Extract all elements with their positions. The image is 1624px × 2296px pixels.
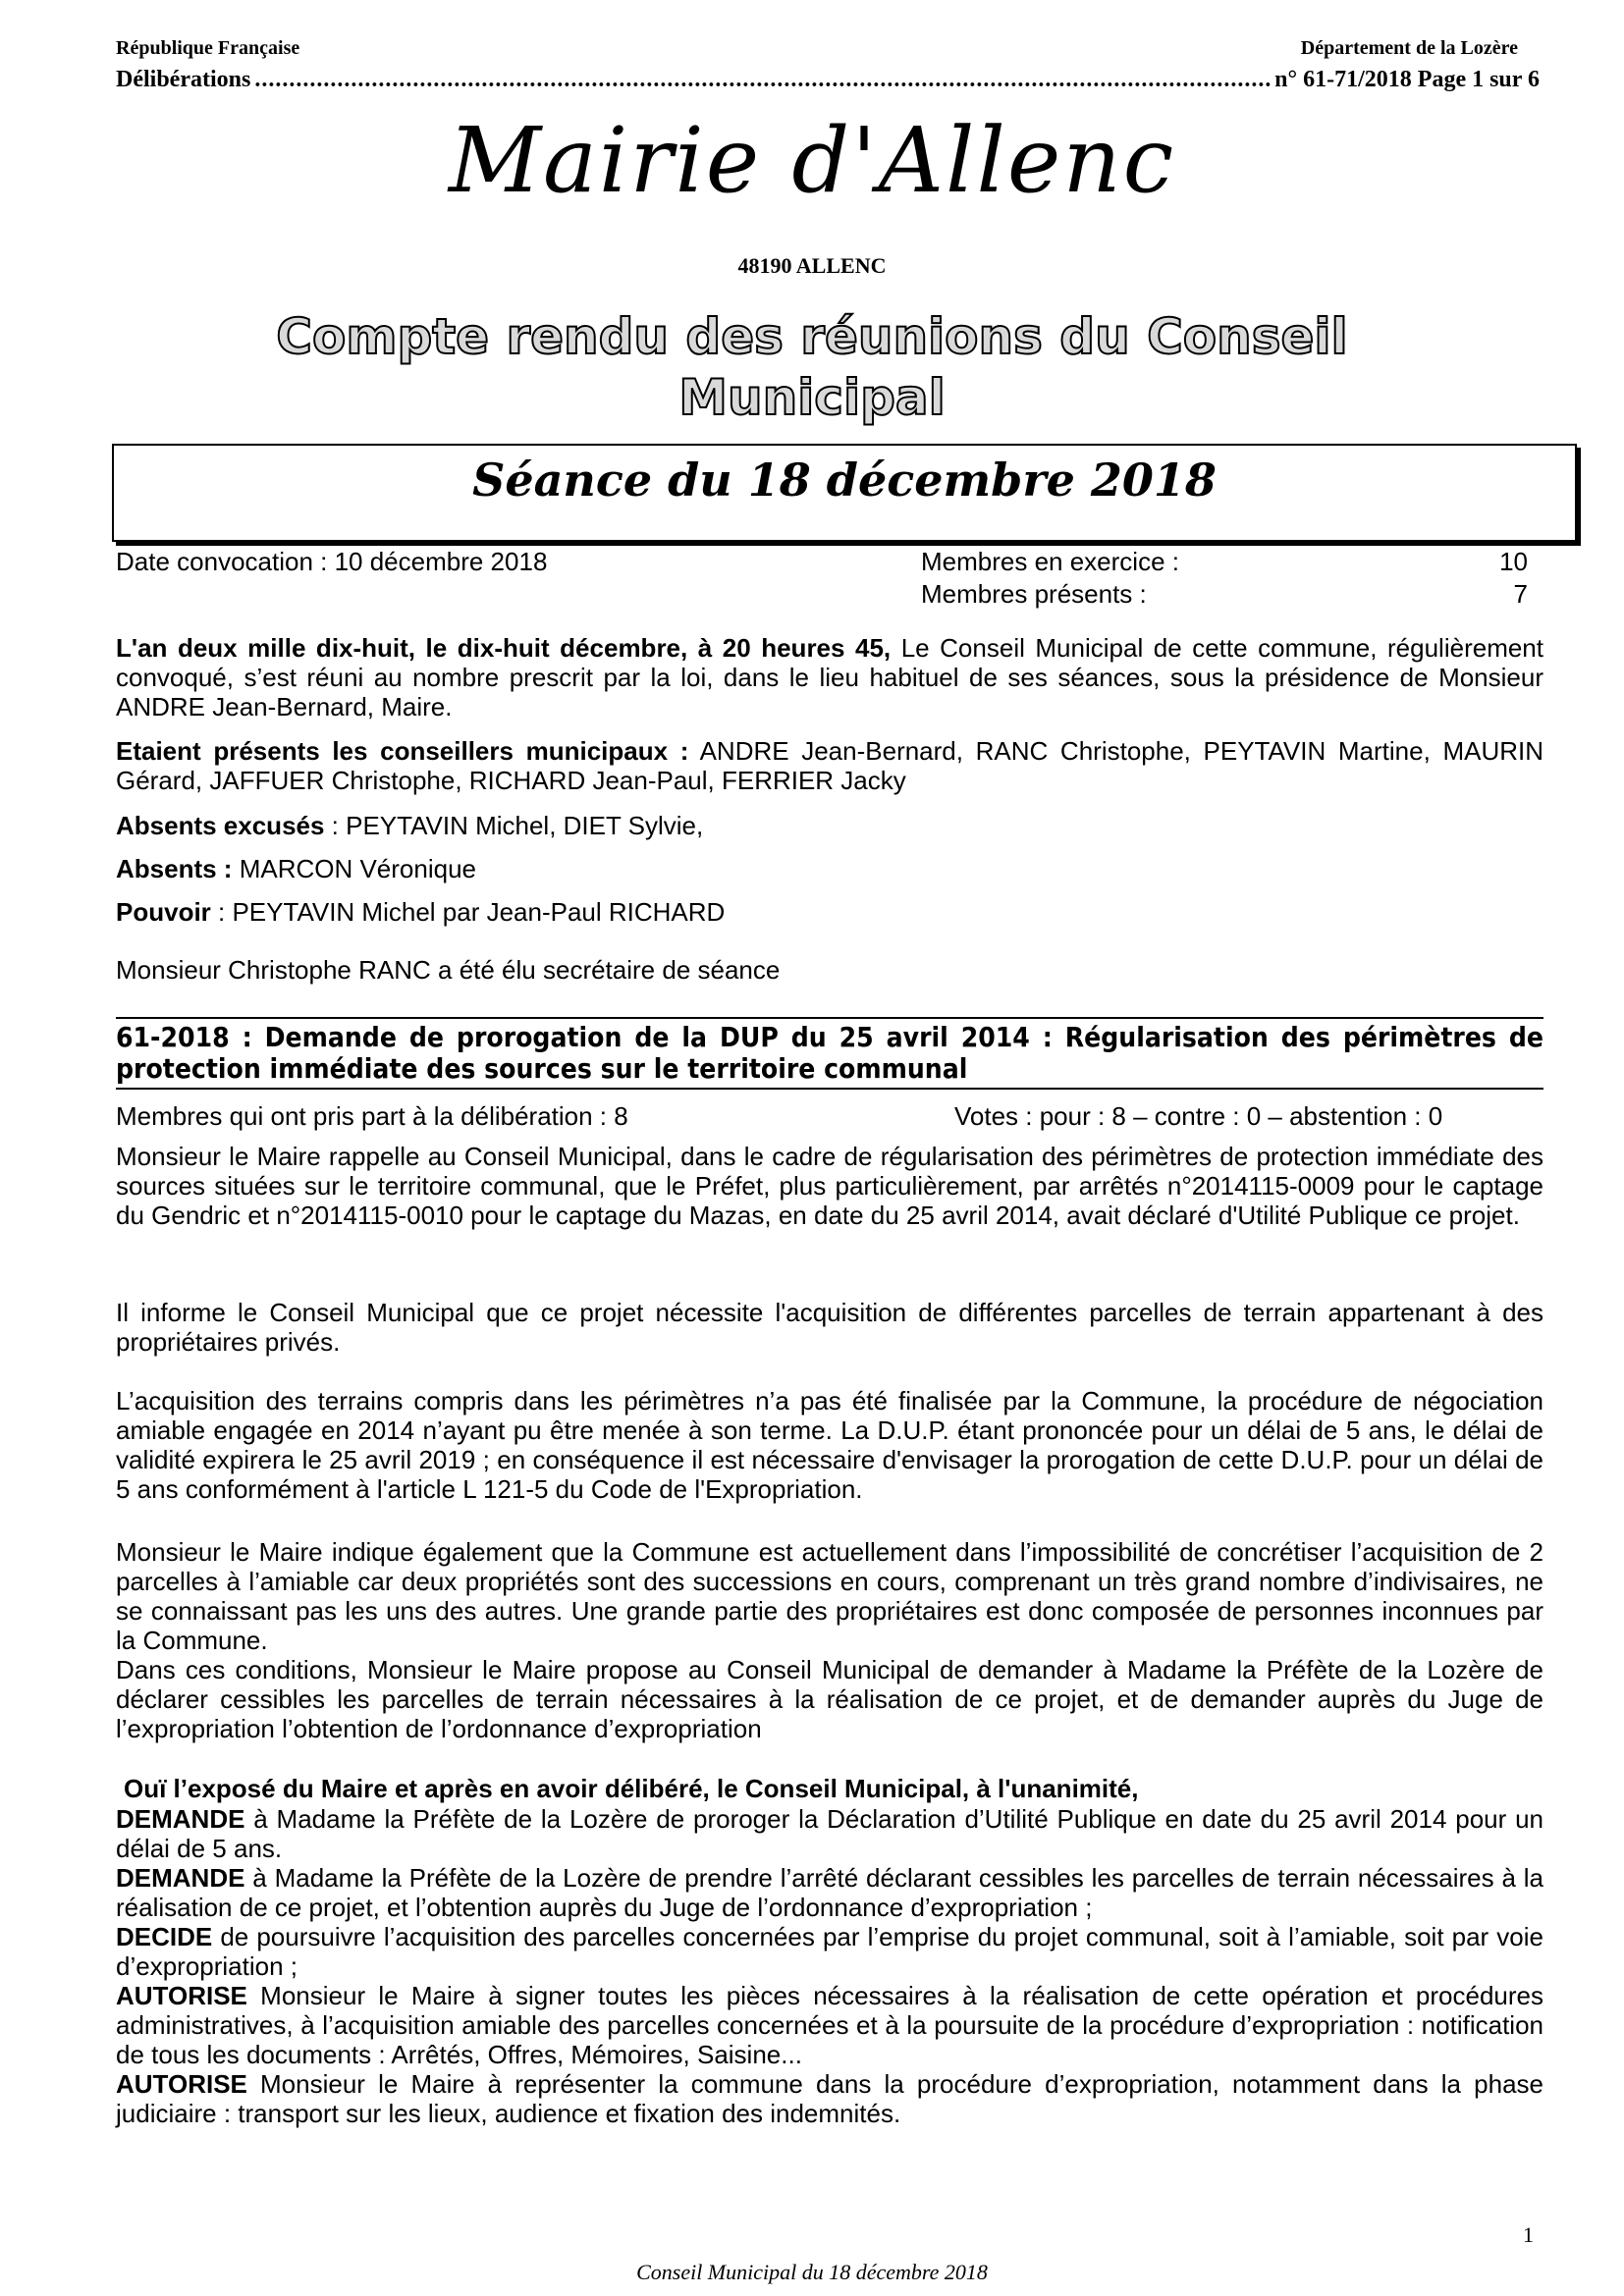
paragraph-4: Monsieur le Maire indique également que la Commune est actuellement dans l’impossibilité de concrétiser l’acquisition de 2 parcelles à l’amiable car deux propriétés sont des successions en cours, comprenant un très grand nombre d’indivisaires, ne se connaissant pas les uns des autres. Une grande partie des propriétaires est donc composée de personnes inconnues par la Commune.	[116, 1537, 1543, 1655]
footer: Conseil Municipal du 18 décembre 2018	[636, 2260, 988, 2284]
secretaire-de-seance: Monsieur Christophe RANC a été élu secrétaire de séance	[116, 955, 781, 985]
paragraph-3: L’acquisition des terrains compris dans les périmètres n’a pas été finalisée par la Commune, la procédure de négociation amiable engagée en 2014 n’ayant pu être menée à son terme. La D.U.P. étant prononcée pour un délai de 5 ans, le délai de validité expirera le 25 avril 2019 ; en conséquence il est nécessaire d'envisager la prorogation de cette D.U.P. pour un délai de 5 ans conformément à l'article L 121-5 du Code de l'Expropriation.	[116, 1386, 1543, 1504]
deliberations-line	[116, 67, 1540, 93]
deliberations-reference: n° 61-71/2018 Page 1 sur 6	[1274, 67, 1540, 92]
membres-exercice-value: 10	[1499, 547, 1528, 576]
decision-item	[116, 1981, 1543, 2069]
membres-deliberation: Membres qui ont pris part à la délibération : 8	[116, 1101, 628, 1131]
compte-rendu-line-2: Municipal	[678, 369, 946, 426]
decision-item	[116, 1863, 1543, 1922]
membres-presents-value: 7	[1513, 579, 1528, 609]
intro-body: Le Conseil Municipal de cette commune, régulièrement convoqué, s’est réuni au nombre prescrit par la loi, dans le lieu habituel de ses séances, sous la présidence de Monsieur ANDRE Jean-Bernard, Maire.	[116, 633, 1543, 721]
deliberation-top-rule	[116, 1017, 1543, 1019]
paragraph-5: Dans ces conditions, Monsieur le Maire propose au Conseil Municipal de demander à Madame la Préfète de la Lozère de déclarer cessibles les parcelles de terrain nécessaires à la réalisation de ce projet, et de demander auprès du Juge de l’expropriation l’obtention de l’ordonnance d’expropriation	[116, 1655, 1543, 1743]
postcode: 48190 ALLENC	[737, 253, 887, 278]
pouvoir	[116, 897, 725, 927]
absents-excuses-label: Absents excusés	[116, 811, 325, 840]
oui-expose: Ouï l’exposé du Maire et après en avoir délibéré, le Conseil Municipal, à l'unanimité,	[124, 1774, 1139, 1803]
presents-paragraph	[116, 736, 1543, 795]
decision-item	[116, 1922, 1543, 1981]
decision-item	[116, 1804, 1543, 1863]
decision-text: à Madame la Préfète de la Lozère de prendre l’arrêté déclarant cessibles les parcelles de terrain nécessaires à la réalisation de ce projet, et l’obtention auprès du Juge de l’ordonnance d’expropriation ;	[116, 1863, 1543, 1922]
presents-names: ANDRE Jean-Bernard, RANC Christophe, PEYTAVIN Martine, MAURIN Gérard, JAFFUER Christophe, RICHARD Jean-Paul, FERRIER Jacky	[116, 736, 1543, 795]
deliberation-title: 61-2018 : Demande de prorogation de la DUP du 25 avril 2014 : Régularisation des périmètres de protection immédiate des sources sur le territoire communal	[116, 1021, 1543, 1085]
decision-text: à Madame la Préfète de la Lozère de proroger la Déclaration d’Utilité Publique en date du 25 avril 2014 pour un délai de 5 ans.	[116, 1804, 1543, 1863]
dot-leader	[254, 67, 1271, 93]
decision-verb: AUTORISE	[116, 1981, 247, 2010]
header-republique: République Française	[116, 37, 300, 59]
compte-rendu-title	[0, 306, 1624, 428]
votes: Votes : pour : 8 – contre : 0 – abstention : 0	[954, 1101, 1443, 1131]
absents	[116, 854, 476, 883]
header-departement: Département de la Lozère	[1300, 37, 1518, 59]
presents-label: Etaient présents les conseillers municipaux :	[116, 736, 689, 766]
paragraph-1: Monsieur le Maire rappelle au Conseil Municipal, dans le cadre de régularisation des périmètres de protection immédiate des sources situées sur le territoire communal, que le Préfet, plus particulièrement, par arrêtés n°2014115-0009 pour le captage du Gendric et n°2014115-0010 pour le captage du Mazas, en date du 25 avril 2014, avait déclaré d'Utilité Publique ce projet.	[116, 1142, 1543, 1230]
decision-verb: AUTORISE	[116, 2069, 247, 2099]
decision-item	[116, 2069, 1543, 2128]
compte-rendu-line-1: Compte rendu des réunions du Conseil	[276, 308, 1348, 365]
absents-names: MARCON Véronique	[232, 854, 477, 883]
absents-excuses-names: : PEYTAVIN Michel, DIET Sylvie,	[324, 811, 704, 840]
decision-text: de poursuivre l’acquisition des parcelles concernées par l’emprise du projet communal, soit à l’amiable, soit par voie d’expropriation ;	[116, 1922, 1543, 1981]
page-number: 1	[1523, 2222, 1534, 2247]
pouvoir-label: Pouvoir	[116, 897, 211, 927]
absents-label: Absents :	[116, 854, 233, 883]
absents-excuses	[116, 811, 703, 840]
mairie-title: Mairie d'Allenc	[448, 108, 1176, 213]
decision-verb: DECIDE	[116, 1922, 213, 1951]
membres-presents-label: Membres présents :	[921, 579, 1147, 609]
intro-date-text: L'an deux mille dix-huit, le dix-huit décembre, à 20 heures 45,	[116, 633, 892, 663]
decision-verb: DEMANDE	[116, 1863, 245, 1893]
deliberations-label: Délibérations	[116, 67, 251, 92]
membres-exercice-label: Membres en exercice :	[921, 547, 1179, 576]
intro-paragraph	[116, 633, 1543, 721]
decision-verb: DEMANDE	[116, 1804, 245, 1834]
decision-text: Monsieur le Maire à représenter la commune dans la procédure d’expropriation, notamment dans la phase judiciaire : transport sur les lieux, audience et fixation des indemnités.	[116, 2069, 1543, 2128]
date-convocation: Date convocation : 10 décembre 2018	[116, 547, 548, 576]
pouvoir-text: : PEYTAVIN Michel par Jean-Paul RICHARD	[210, 897, 726, 927]
paragraph-2: Il informe le Conseil Municipal que ce projet nécessite l'acquisition de différentes parcelles de terrain appartenant à des propriétaires privés.	[116, 1298, 1543, 1357]
decision-text: Monsieur le Maire à signer toutes les pièces nécessaires à la réalisation de cette opération et procédures administratives, à l’acquisition amiable des parcelles concernées et à la poursuite de la procédure d’expropriation : notification de tous les documents : Arrêtés, Offres, Mémoires, Saisine...	[116, 1981, 1543, 2069]
decision-list	[116, 1804, 1543, 2128]
deliberation-bottom-rule	[116, 1088, 1543, 1090]
seance-date: Séance du 18 décembre 2018	[472, 454, 1217, 507]
